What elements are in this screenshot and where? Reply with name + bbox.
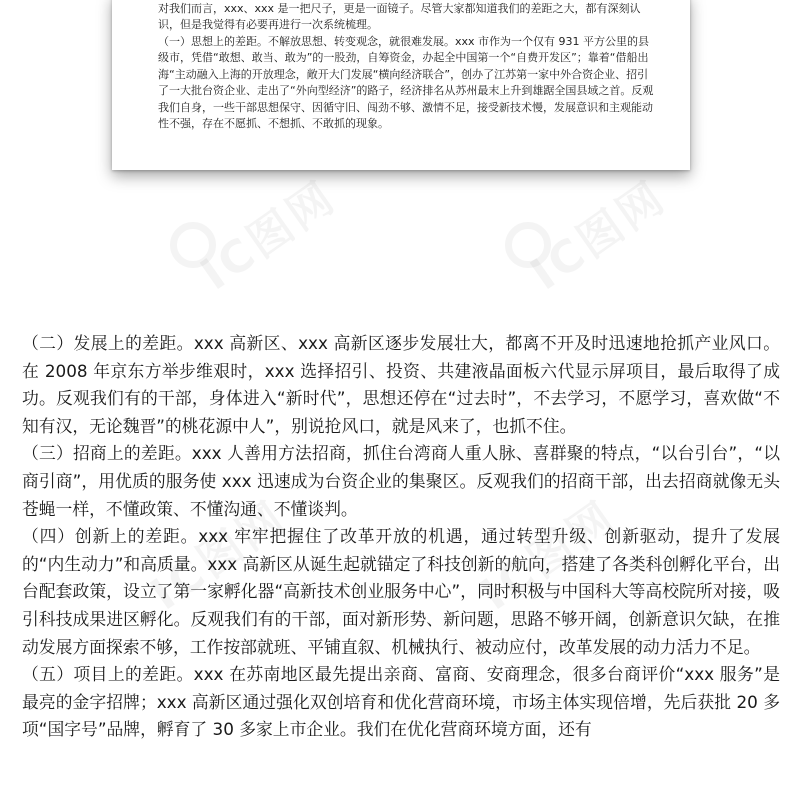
preview-paragraph: 对我们而言，xxx、xxx 是一把尺子，更是一面镜子。尽管大家都知道我们的差距之大，都有深刻认识，但是我觉得有必要再进行一次系统梳理。 [158, 1, 641, 31]
watermark-logo-icon [505, 222, 551, 268]
watermark-logo-icon [170, 222, 216, 268]
preview-text-block [158, 0, 658, 133]
document-body [22, 330, 780, 744]
body-paragraph: （五）项目上的差距。xxx 在苏南地区最先提出亲商、富商、安商理念，很多台商评价“xxx 服务”是最亮的金字招牌；xxx 高新区通过强化双创培育和优化营商环境，市场主体实现倍增，先后获批 20 多项“国字号”品牌，孵育了 30 多家上市企业。我们在优化营商环境方面，还有 [22, 664, 780, 740]
body-paragraph: （二）发展上的差距。xxx 高新区、xxx 高新区逐步发展壮大，都离不开及时迅速地抢抓产业风口。在 2008 年京东方举步维艰时，xxx 选择招引、投资、共建液晶面板六代显示屏项目，最后取得了成功。反观我们有的干部，身体进入“新时代”，思想还停在“过去时”，不去学习，不愿学习，喜欢做“不知有汉，无论魏晋”的桃花源中人”，别说抢风口，就是风来了，也抓不住。 [22, 333, 780, 436]
preview-paragraph: （一）思想上的差距。不解放思想、转变观念，就很难发展。xxx 市作为一个仅有 931 平方公里的县级市，凭借“敢想、敢当、敢为”的一股劲，自筹资金，办起全中国第一个“自费开发区”；靠着“借船出海“主动融入上海的开放理念，敞开大门发展“横向经济联合”，创办了江苏第一家中外合资企业、招引了一大批台资企业、走出了“外向型经济”的路子，经济排名从苏州最末上升到雄踞全国县域之首。反观我们自身，一些干部思想保守、因循守旧、闯劲不够、激情不足，接受新技术慢，发展意识和主观能动性不强，存在不愿抓、不想抓、不敢抓的现象。 [158, 34, 654, 130]
body-paragraph: （三）招商上的差距。xxx 人善用方法招商，抓住台湾商人重人脉、喜群聚的特点，“以台引台”，“以商引商”，用优质的服务使 xxx 迅速成为台资企业的集聚区。反观我们的招商干部，出去招商就像无头苍蝇一样，不懂政策、不懂沟通、不懂谈判。 [22, 443, 780, 519]
body-paragraph: （四）创新上的差距。xxx 牢牢把握住了改革开放的机遇，通过转型升级、创新驱动，提升了发展的“内生动力”和高质量。xxx 高新区从诞生起就锚定了科技创新的航向，搭建了各类科创孵化平台，出台配套政策，设立了第一家孵化器“高新技术创业服务中心”，同时积极与中国科大等高校院所对接，吸引科技成果进区孵化。反观我们有的干部，面对新形势、新问题，思路不够开阔，创新意识欠缺，在推动发展方面探索不够，工作按部就班、平铺直叙、机械执行、被动应付，改革发展的动力活力不足。 [22, 526, 780, 657]
document-preview-card [112, 0, 690, 170]
